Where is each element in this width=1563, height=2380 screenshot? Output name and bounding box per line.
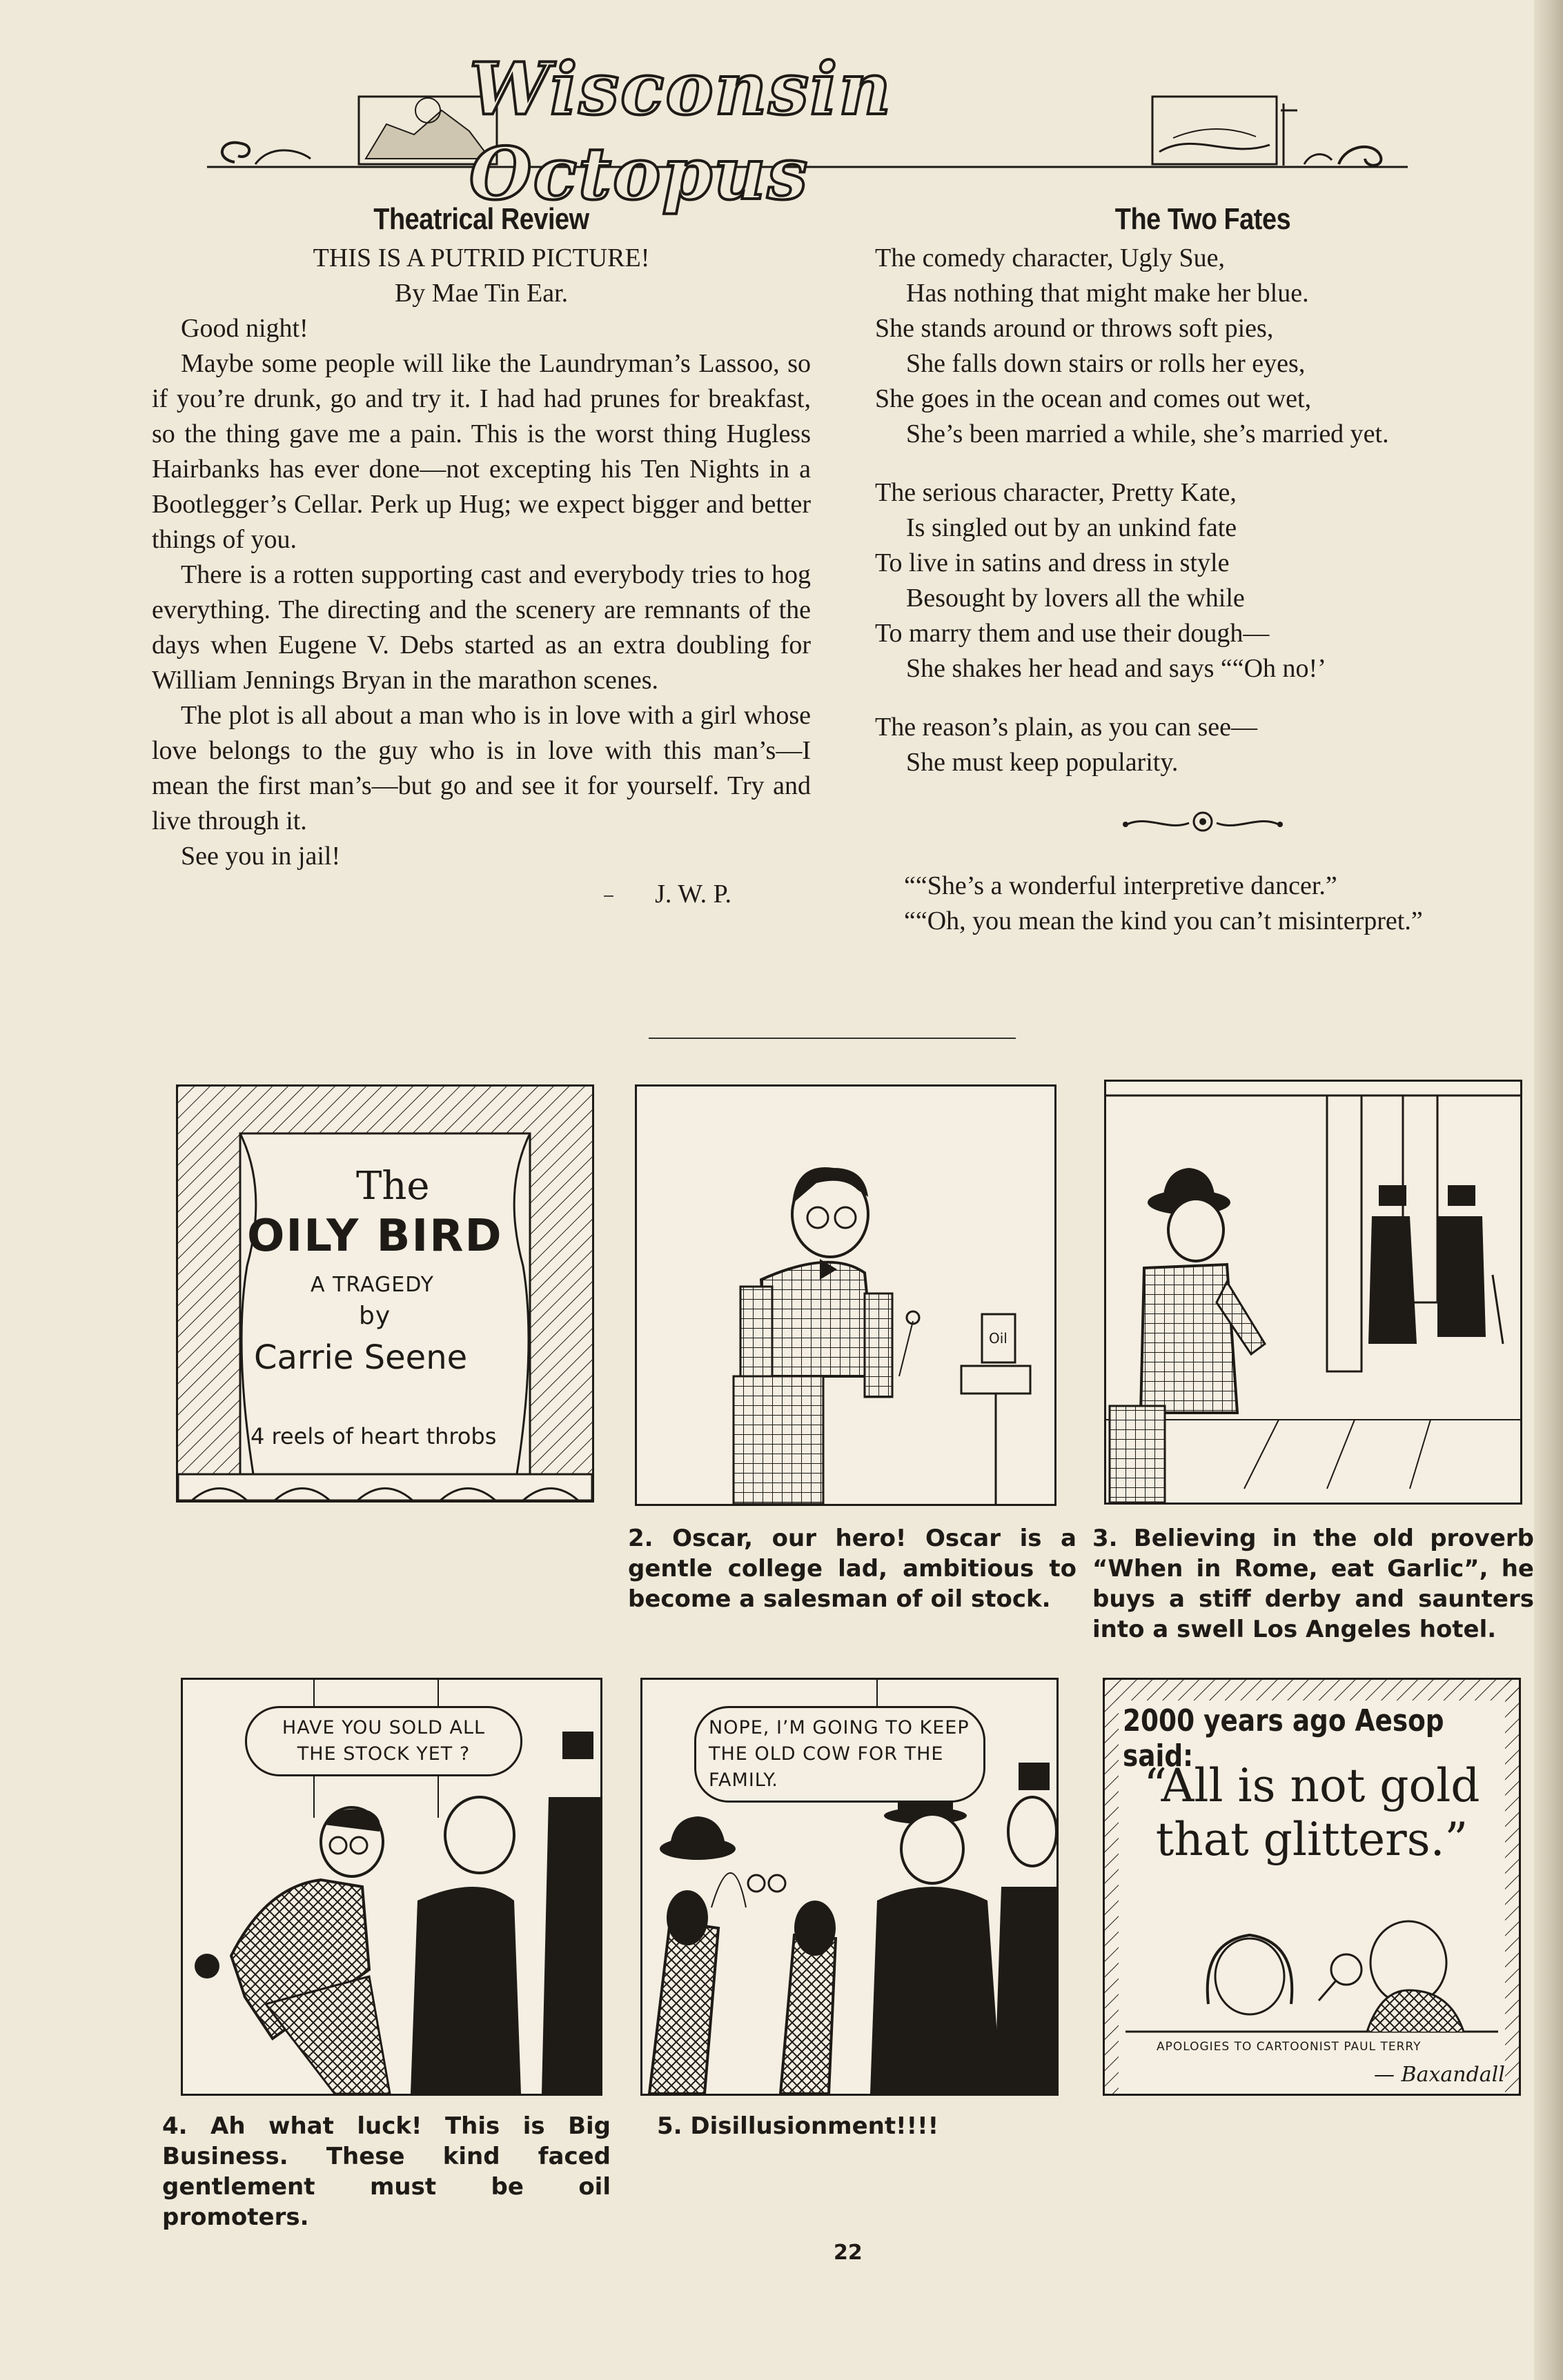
title-card-subtitle: A TRAGEDY	[311, 1273, 434, 1297]
poem-line: She shakes her head and says ““Oh no!’	[906, 654, 1326, 683]
poem-line: She goes in the ocean and comes out wet,	[875, 384, 1312, 413]
oscar-illustration	[637, 1087, 1054, 1504]
title-card-title: OILY BIRD	[247, 1211, 503, 1262]
poem-line: Is singled out by an unkind fate	[906, 513, 1237, 542]
poem-line: The comedy character, Ugly Sue,	[875, 244, 1226, 272]
page-edge-shadow	[1534, 0, 1563, 2380]
article-paragraph: Good night!	[181, 314, 308, 343]
artist-signature: — Baxandall	[1374, 2063, 1505, 2087]
poem-line: The serious character, Pretty Kate,	[875, 478, 1237, 507]
joke-line: ““Oh, you mean the kind you can’t misinterpret.”	[904, 906, 1423, 935]
article-paragraph: The plot is all about a man who is in love with a girl whose love belongs to the guy who is in love with this man’s—I mean the first man’s—but go and see it for yourself. Try and live through it.	[152, 701, 811, 835]
poem-line: She’s been married a while, she’s married yet.	[906, 419, 1389, 448]
article-subheading: THIS IS A PUTRID PICTURE!	[313, 244, 650, 272]
article-paragraph: There is a rotten supporting cast and everybody tries to hog everything. The directing and the scenery are remnants of the days when Eugene V. Debs started as an extra doubling for William Jennings Bryan in the marathon scenes.	[152, 560, 811, 695]
poem-heading: The Two Fates	[1114, 202, 1291, 236]
title-card-author: Carrie Seene	[254, 1338, 468, 1377]
poem-stanza	[875, 241, 1531, 452]
speech-bubble: NOPE, I’M GOING TO KEEP THE OLD COW FOR THE FAMILY.	[694, 1706, 985, 1803]
aesop-quote: “All is not gold that glitters.”	[1143, 1759, 1480, 1866]
poem-line: Has nothing that might make her blue.	[906, 279, 1309, 308]
article-signature: J. W. P.	[655, 880, 731, 909]
hotel-illustration	[1106, 1082, 1520, 1503]
poem-stanza	[875, 475, 1531, 686]
poem-line: She falls down stairs or rolls her eyes,	[906, 349, 1306, 378]
poem-line: To live in satins and dress in style	[875, 548, 1230, 577]
caption-5: 5. Disillusionment!!!!	[657, 2112, 939, 2140]
comic-panel-5	[640, 1678, 1059, 2096]
poem-line: Besought by lovers all the while	[906, 584, 1245, 613]
comic-panel-2	[635, 1084, 1056, 1506]
masthead	[207, 46, 1408, 216]
poem-line: She must keep popularity.	[906, 748, 1179, 777]
dash-mark	[604, 895, 613, 897]
poem-stanza	[875, 710, 1531, 780]
poem-line: The reason’s plain, as you can see—	[875, 713, 1257, 742]
comic-panel-3	[1104, 1080, 1522, 1505]
comic-panel-1	[176, 1084, 594, 1503]
aesop-intro: 2000 years ago Aesop said:	[1123, 1703, 1444, 1774]
ornament-divider	[1120, 808, 1286, 835]
oil-jug-label: Oil	[989, 1330, 1007, 1347]
caption-4: 4. Ah what luck! This is Big Business. These kind faced gentlement must be oil promoters.	[162, 2112, 611, 2231]
article-paragraph: See you in jail!	[181, 842, 341, 871]
speech-bubble: HAVE YOU SOLD ALL THE STOCK YET ?	[245, 1706, 522, 1776]
joke-line: ““She’s a wonderful interpretive dancer.”	[904, 871, 1337, 900]
caption-2: 2. Oscar, our hero! Oscar is a gentle college lad, ambitious to become a salesman of oil stock.	[628, 1525, 1077, 1613]
title-card-by: by	[359, 1302, 391, 1330]
section-divider	[649, 1038, 1016, 1039]
theatrical-review-article	[152, 201, 811, 912]
page-number: 22	[834, 2241, 863, 2265]
article-byline: By Mae Tin Ear.	[394, 279, 569, 308]
poem-line: To marry them and use their dough—	[875, 619, 1270, 648]
masthead-title: Wisconsin Octopus	[469, 46, 893, 216]
caption-3: 3. Believing in the old proverb “When in Rome, eat Garlic”, he buys a stiff derby and saunters into a swell Los Angeles hotel.	[1092, 1525, 1534, 1643]
poem-line: She stands around or throws soft pies,	[875, 314, 1274, 343]
apology-note: APOLOGIES TO CARTOONIST PAUL TERRY	[1157, 2040, 1422, 2054]
article-paragraph: Maybe some people will like the Laundryman’s Lassoo, so if you’re drunk, go and try it. I had had prunes for breakfast, so the thing gave me a pain. This is the worst thing Hugless Hairbanks has ever done—not excepting his Ten Nights in a Bootlegger’s Cellar. Perk up Hug; we expect bigger and better things of you.	[152, 349, 811, 554]
title-card-reels: 4 reels of heart throbs	[250, 1423, 497, 1449]
article-signature-line	[152, 877, 811, 912]
article-heading: Theatrical Review	[373, 202, 589, 236]
two-fates-poem	[875, 201, 1531, 939]
comic-panel-6	[1103, 1678, 1521, 2096]
comic-panel-4	[181, 1678, 602, 2096]
title-card-the: The	[356, 1164, 430, 1209]
